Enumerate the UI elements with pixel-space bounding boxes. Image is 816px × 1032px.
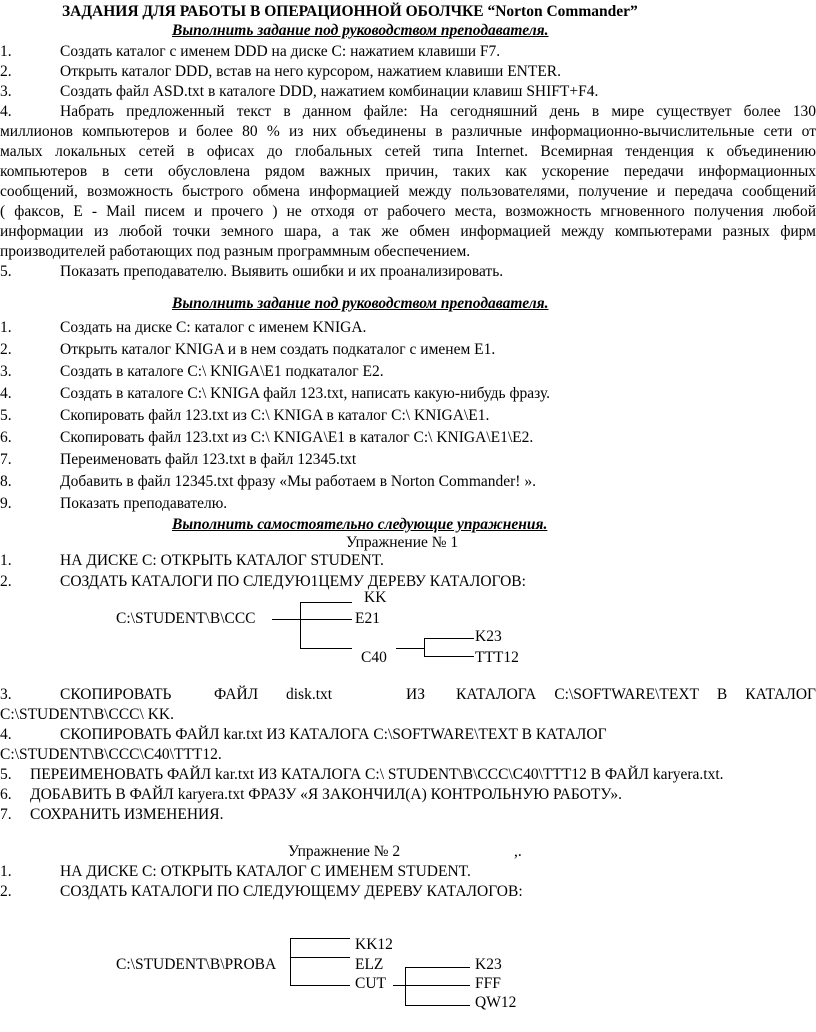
item-text: СОЗДАТЬ КАТАЛОГИ ПО СЛЕДУЮ1ЦЕМУ ДЕРЕВУ КАТАЛОГОВ:: [60, 573, 526, 590]
item-text: Создать на диске С: каталог с именем KNIGA.: [60, 319, 367, 336]
item-text: Показать преподавателю.: [60, 495, 228, 512]
list-item: [0, 685, 816, 704]
item-text: СОХРАНИТЬ ИЗМЕНЕНИЯ.: [30, 806, 224, 823]
item-number: 5.: [0, 407, 12, 424]
item-text: НА ДИСКЕ С: ОТКРЫТЬ КАТАЛОГ С ИМЕНЕМ STUDENT.: [60, 863, 471, 880]
tree-node: QW12: [475, 994, 517, 1011]
paragraph-line: производителей работающих под разным программным обеспечением.: [0, 243, 471, 260]
paragraph-line: компьютеров в сети обусловлена рядом важных причин, таких как ускорение передачи информационных: [0, 163, 816, 180]
tree-branch-line: [300, 648, 352, 649]
paragraph-line: миллионов компьютеров и более 80 % из них объединены в различные информационно-вычислительные сети от: [0, 123, 816, 140]
tree-node: TTT12: [475, 649, 519, 666]
item-text: СКОПИРОВАТЬ ФАЙЛ kar.txt ИЗ КАТАЛОГА C:\SOFTWARE\TEXT В КАТАЛОГ: [60, 726, 607, 743]
tree-branch-line: [424, 638, 425, 657]
tree-node: FFF: [475, 975, 501, 992]
tree-node: KK: [364, 589, 387, 606]
tree-branch-line: [300, 602, 352, 603]
item-number: 2.: [0, 341, 12, 358]
tree-branch-line: [290, 985, 350, 986]
item-number: 3.: [0, 363, 12, 380]
item-number: 7.: [0, 451, 12, 468]
tree-node: K23: [475, 956, 502, 973]
item-number: 1.: [0, 863, 12, 880]
tree-branch-line: [405, 1005, 470, 1006]
item-number: 3.: [0, 83, 12, 100]
item-number: 6.: [0, 786, 12, 803]
paragraph-line: малых локальных сетей в офисах до глобальных сетей типа Internet. Всемирная тенденция к объединению: [0, 143, 816, 160]
item-number: 5.: [0, 263, 12, 280]
tree-branch-line: [424, 638, 474, 639]
item-text: СКОПИРОВАТЬ: [60, 686, 172, 703]
item-text: disk.txt: [286, 686, 333, 703]
tree-node: K23: [475, 628, 502, 645]
tree-node: CUT: [355, 975, 386, 992]
tree-branch-line: [290, 938, 291, 986]
paragraph-line: C:\STUDENT\B\CCC\C40\TTT12.: [0, 746, 222, 763]
tree-root: C:\STUDENT\B\CCC: [116, 610, 256, 627]
tree-node: ELZ: [355, 956, 384, 973]
item-text: Создать в каталоге С:\ KNIGA\E1 подкаталог Е2.: [60, 363, 384, 380]
item-number: 6.: [0, 429, 12, 446]
item-text: Создать каталог с именем DDD на диске С: нажатием клавиши F7.: [60, 43, 501, 60]
tree-branch-line: [290, 957, 350, 958]
item-number: 3.: [0, 686, 12, 703]
tree-branch-line: [300, 602, 301, 649]
item-text: Показать преподавателю. Выявить ошибки и их проанализировать.: [60, 263, 504, 280]
item-text: Создать файл ASD.txt в каталоге DDD, нажатием комбинации клавиш SHIFT+F4.: [60, 83, 599, 100]
section-heading-3: Выполнить самостоятельно следующие упражнения.: [172, 516, 548, 533]
tree-branch-line: [396, 648, 424, 649]
tree-node: KK12: [355, 936, 393, 953]
item-text: Скопировать файл 123.txt из С:\ KNIGA в каталог С:\ KNIGA\E1.: [60, 407, 490, 424]
tree-branch-line: [272, 619, 352, 620]
item-number: 1.: [0, 319, 12, 336]
item-number: 7.: [0, 806, 12, 823]
item-number: 8.: [0, 473, 12, 490]
item-number: 2.: [0, 883, 12, 900]
tree-branch-line: [290, 938, 350, 939]
item-text: КАТАЛОГА С:\SOFTWARE\TEXT В КАТАЛОГ: [456, 686, 816, 703]
item-text: Создать в каталоге С:\ KNIGA файл 123.txt, написать какую-нибудь фразу.: [60, 385, 551, 402]
item-text: Открыть каталог KNIGA и в нем создать подкаталог с именем Е1.: [60, 341, 496, 358]
tree-node: C40: [361, 649, 387, 666]
exercise-title-1: Упражнение № 1: [346, 534, 459, 551]
item-number: 2.: [0, 573, 12, 590]
paragraph-line: C:\STUDENT\B\CCC\ KK.: [0, 706, 174, 723]
paragraph-line: информации из любой точки земного шара, а так же обмен информацией между компьютерами разных фирм: [0, 223, 816, 240]
page-title: ЗАДАНИЯ ДЛЯ РАБОТЫ В ОПЕРАЦИОННОЙ ОБОЛЧКЕ “Norton Commander”: [62, 3, 638, 20]
item-number: 4.: [0, 726, 12, 743]
tree-branch-line: [405, 967, 406, 1006]
paragraph-line: сообщений, возможность быстрого обмена информацией между пользователями, получение и передача сообщений: [0, 183, 816, 200]
tree-branch-line: [393, 985, 470, 986]
stray-mark: ,.: [514, 843, 522, 860]
item-text: Набрать предложенный текст в данном файле: На сегодняшний день в мире существует более 130: [60, 103, 816, 120]
tree-root: C:\STUDENT\B\PROBA: [116, 956, 277, 973]
tree-node: E21: [355, 610, 380, 627]
item-text: Открыть каталог DDD, встав на него курсором, нажатием клавиши ENTER.: [60, 63, 562, 80]
item-number: 1.: [0, 43, 12, 60]
item-text: Переименовать файл 123.txt в файл 12345.txt: [60, 451, 357, 468]
section-heading-2: Выполнить задание под руководством преподавателя.: [172, 295, 549, 312]
item-text: ПЕРЕИМЕНОВАТЬ ФАЙЛ kar.txt ИЗ КАТАЛОГА C:\ STUDENT\B\CCC\C40\TTT12 В ФАЙЛ karyera.txt.: [30, 766, 724, 783]
item-number: 5.: [0, 766, 12, 783]
item-number: 4.: [0, 385, 12, 402]
item-text: ФАЙЛ: [214, 686, 259, 703]
tree-branch-line: [424, 656, 474, 657]
item-text: СОЗДАТЬ КАТАЛОГИ ПО СЛЕДУЮЩЕМУ ДЕРЕВУ КАТАЛОГОВ:: [60, 883, 523, 900]
item-text: Добавить в файл 12345.txt фразу «Мы работаем в Norton Commander! ».: [60, 473, 536, 490]
tree-branch-line: [405, 967, 470, 968]
item-number: 9.: [0, 495, 12, 512]
exercise-title-2: Упражнение № 2: [288, 843, 401, 860]
item-text: НА ДИСКЕ С: ОТКРЫТЬ КАТАЛОГ STUDENT.: [60, 552, 384, 569]
item-number: 2.: [0, 63, 12, 80]
paragraph-line: ( факсов, Е - Mail писем и прочего ) не отходя от рабочего места, возможность мгновенного получения любой: [0, 203, 816, 220]
item-text: Скопировать файл 123.txt из С:\ KNIGA\E1 в каталог С:\ KNIGA\E1\E2.: [60, 429, 534, 446]
section-heading-1: Выполнить задание под руководством преподавателя.: [172, 22, 549, 39]
item-number: 1.: [0, 552, 12, 569]
item-number: 4.: [0, 103, 12, 120]
item-text: ДОБАВИТЬ В ФАЙЛ karyera.txt ФРАЗУ «Я ЗАКОНЧИЛ(А) КОНТРОЛЬНУЮ РАБОТУ».: [30, 786, 622, 803]
item-text: ИЗ: [406, 686, 425, 703]
